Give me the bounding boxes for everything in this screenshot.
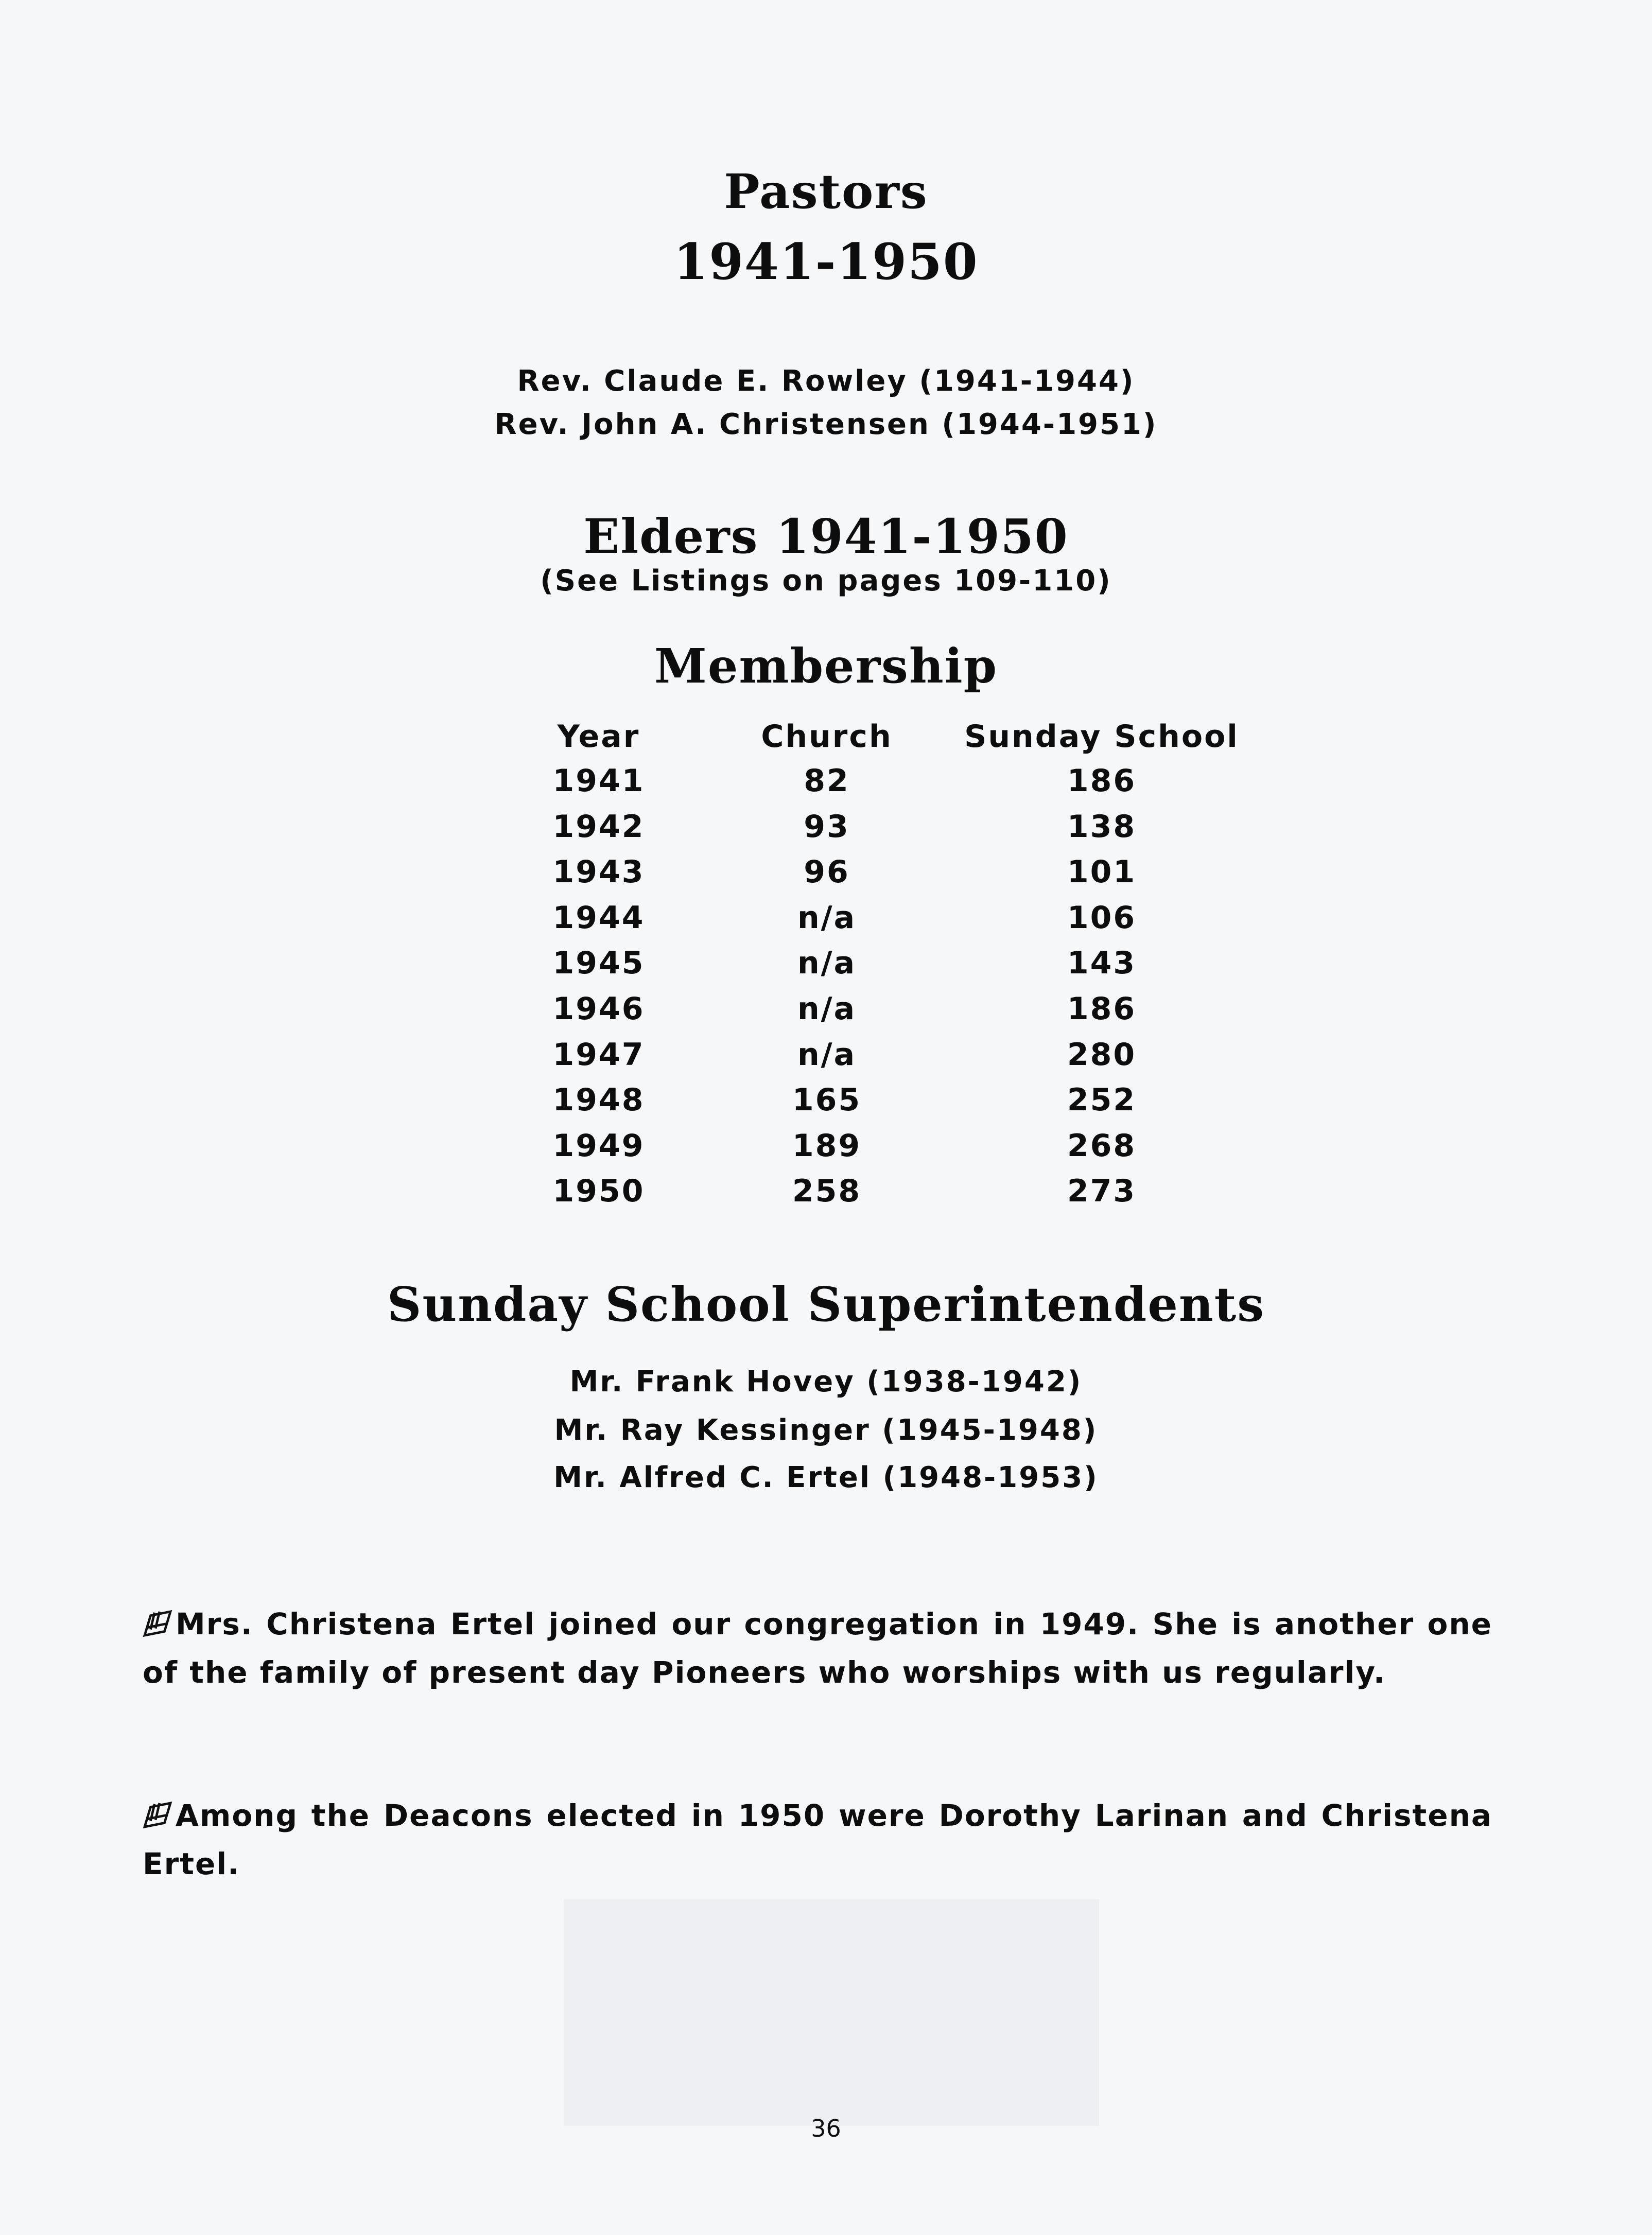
column-header-sunday-school: Sunday School [964,719,1239,755]
elders-note: (See Listings on pages 109-110) [540,564,1112,598]
cell-year: 1950 [552,1173,645,1210]
cell-year: 1947 [552,1036,645,1073]
page-number: 36 [811,2115,841,2142]
pastor-name: Rev. John A. Christensen (1944-1951) [494,408,1158,441]
superintendent-name: Mr. Alfred C. Ertel (1948-1953) [553,1461,1099,1494]
cell-year: 1943 [552,854,645,890]
membership-heading: Membership [654,638,998,694]
cell-sunday-school: 101 [1067,854,1137,890]
cell-church: 258 [792,1173,862,1210]
pastor-name: Rev. Claude E. Rowley (1941-1944) [517,364,1135,398]
superintendents-heading: Sunday School Superintendents [387,1277,1265,1332]
cell-year: 1941 [552,763,645,799]
column-header-year: Year [557,719,640,755]
pastors-heading: Pastors [724,164,928,219]
cell-church: 165 [792,1082,862,1119]
pastors-years: 1941-1950 [673,233,979,291]
cell-year: 1945 [552,945,645,982]
cell-year: 1946 [552,991,645,1027]
cell-sunday-school: 186 [1067,991,1137,1027]
note-text: Mrs. Christena Ertel joined our congregation in 1949. She is another one of the family of present day Pioneers who worships with us regularly. [143,1607,1492,1690]
cell-year: 1948 [552,1082,645,1119]
book-pen-icon [143,1801,172,1829]
cell-church: 82 [804,763,850,799]
book-pen-icon [143,1610,172,1637]
cell-sunday-school: 106 [1067,899,1137,936]
cell-sunday-school: 252 [1067,1082,1137,1119]
note-paragraph [143,1600,1492,1697]
note-paragraph [143,1791,1492,1888]
cell-year: 1942 [552,808,645,845]
superintendent-name: Mr. Ray Kessinger (1945-1948) [554,1413,1098,1447]
cell-church: 189 [792,1127,862,1164]
cell-church: n/a [797,1036,857,1073]
cell-sunday-school: 138 [1067,808,1137,845]
bleed-through-photo [564,1899,1099,2126]
superintendent-name: Mr. Frank Hovey (1938-1942) [569,1365,1083,1399]
column-header-church: Church [761,719,893,755]
elders-heading: Elders 1941-1950 [583,509,1069,564]
cell-year: 1944 [552,899,645,936]
cell-year: 1949 [552,1127,645,1164]
cell-church: 96 [804,854,850,890]
cell-sunday-school: 186 [1067,763,1137,799]
cell-sunday-school: 143 [1067,945,1137,982]
cell-church: n/a [797,899,857,936]
cell-church: n/a [797,991,857,1027]
cell-church: n/a [797,945,857,982]
cell-sunday-school: 280 [1067,1036,1137,1073]
cell-sunday-school: 268 [1067,1127,1137,1164]
cell-church: 93 [804,808,850,845]
note-text: Among the Deacons elected in 1950 were Dorothy Larinan and Christena Ertel. [143,1798,1492,1881]
cell-sunday-school: 273 [1067,1173,1137,1210]
